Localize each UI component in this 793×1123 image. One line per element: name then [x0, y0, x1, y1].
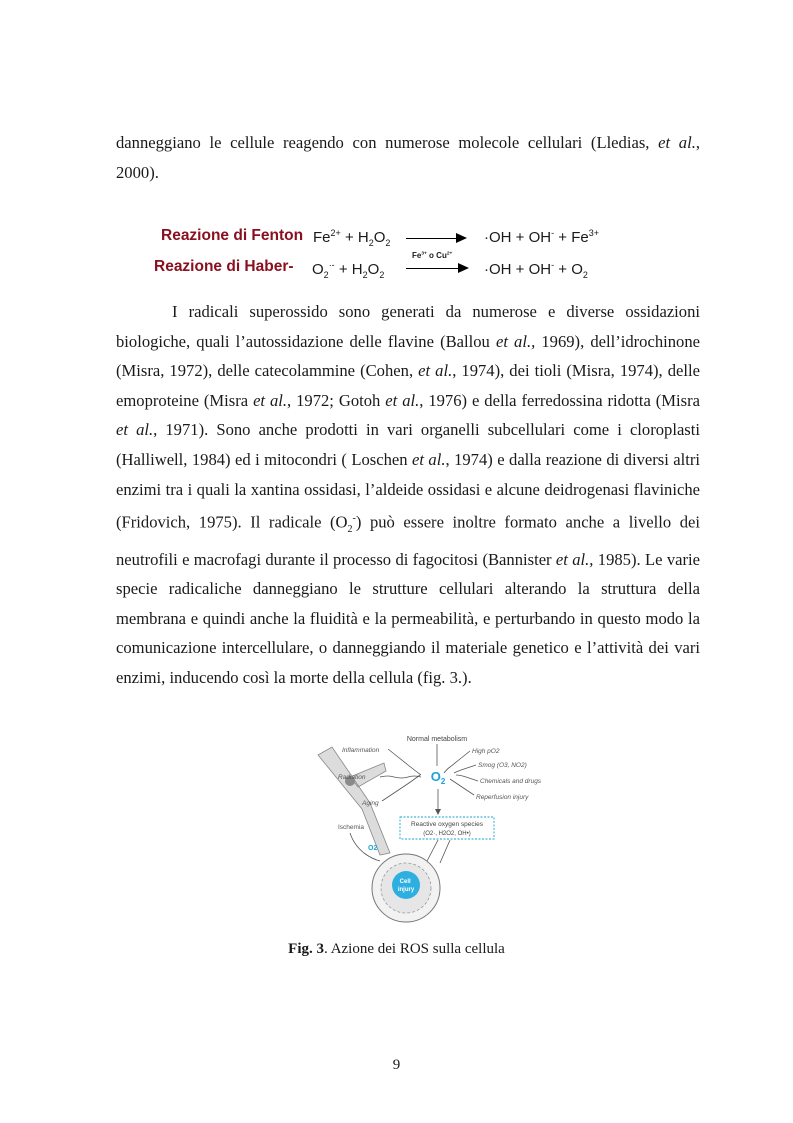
haber-label: Reazione di Haber-	[154, 258, 294, 275]
fenton-arrow	[406, 238, 458, 239]
paragraph-main: I radicali superossido sono generati da numerose e diverse ossidazioni biologiche, quali l’autossidazione delle flavine (Ballou et al., 1969), dell’idrochinone (Misra, 1972), delle catecolammine (Cohen, et al., 1974), dei tioli (Misra, 1974), delle emoproteine (Misra et al., 1972; Gotoh et al., 1976) e della ferredossina ridotta (Misra et al., 1971). Sono anche prodotti in vari organelli subcellulari come i cloroplasti (Halliwell, 1984) ed i mitocondri ( Loschen et al., 1974) e dalla reazione di diversi altri enzimi tra i quali la xantina ossidasi, l’aldeide ossidasi e alcune deidrogenasi flaviniche (Fridovich, 1975). Il radicale $(O_2^-)$ può essere inoltre formato anche a livello dei neutrofili e macrofagi durante il processo di fagocitosi (Bannister et al., 1985). Le varie specie radicaliche danneggiano le strutture cellulari alterando la struttura della membrana e quindi anche la fluidità e la permeabilità, e perturbando in questo modo la comunicazione intercellulare, o danneggiando il materiale genetico e l’attività dei vari enzimi, inducendo così la morte della cellula (fig. 3.).	[116, 302, 700, 687]
citation-etal: et al.	[658, 133, 696, 152]
haber-arrowhead	[458, 263, 469, 273]
cell-injury-label: Cell injury	[397, 879, 415, 893]
figure-caption	[0, 941, 793, 958]
paragraph-intro	[116, 128, 700, 187]
label-aging: Aging	[362, 800, 379, 807]
label-normal-metabolism: Normal metabolism	[406, 736, 468, 743]
fenton-reactants: $Fe^{2+} + H_2O_2$	[313, 228, 391, 248]
source-arrows	[380, 749, 478, 801]
label-inflammation: Inflammation	[342, 747, 380, 754]
label-high-po2: High pO2	[472, 748, 500, 755]
cell-nucleus	[392, 871, 420, 899]
intro-text-end: , 2000).	[116, 133, 700, 182]
haber-reactants: $O_2^{\cdot-} + H_2O_2$	[312, 260, 385, 280]
ros-formula: (O2·, H2O2, OH•)	[423, 831, 471, 837]
fenton-label: Reazione di Fenton	[161, 227, 304, 244]
intro-text: danneggiano le cellule reagendo con numerose molecole cellulari (Lledias,	[116, 133, 659, 152]
caption-text: . Azione dei ROS sulla cellula	[324, 941, 505, 957]
haber-arrow	[406, 268, 460, 269]
haber-products: $\cdot OH + OH^- + O_2$	[484, 260, 588, 280]
label-chemicals: Chemicals and drugs	[480, 778, 542, 785]
page-number: 9	[392, 1057, 401, 1073]
blood-vessel	[318, 747, 390, 855]
fenton-arrowhead	[456, 233, 467, 243]
caption-label: Fig. 3	[288, 941, 325, 957]
haber-catalyst: $Fe^{3+}$ o $Cu^{2+}$	[412, 251, 453, 260]
fenton-products: $\cdot OH + OH^- + Fe^{3+}$	[484, 228, 599, 246]
label-ischemia: Ischemia	[338, 824, 365, 831]
label-reperfusion: Reperfusion injury	[476, 794, 529, 801]
ros-figure	[310, 733, 570, 923]
ros-label: Reactive oxygen species	[411, 821, 483, 828]
label-smog: Smog (O3, NO2)	[478, 762, 527, 769]
label-radiation: Radiation	[338, 774, 366, 781]
o2-center: $O_2$	[430, 769, 446, 786]
label-o2-small: O2	[368, 845, 378, 852]
